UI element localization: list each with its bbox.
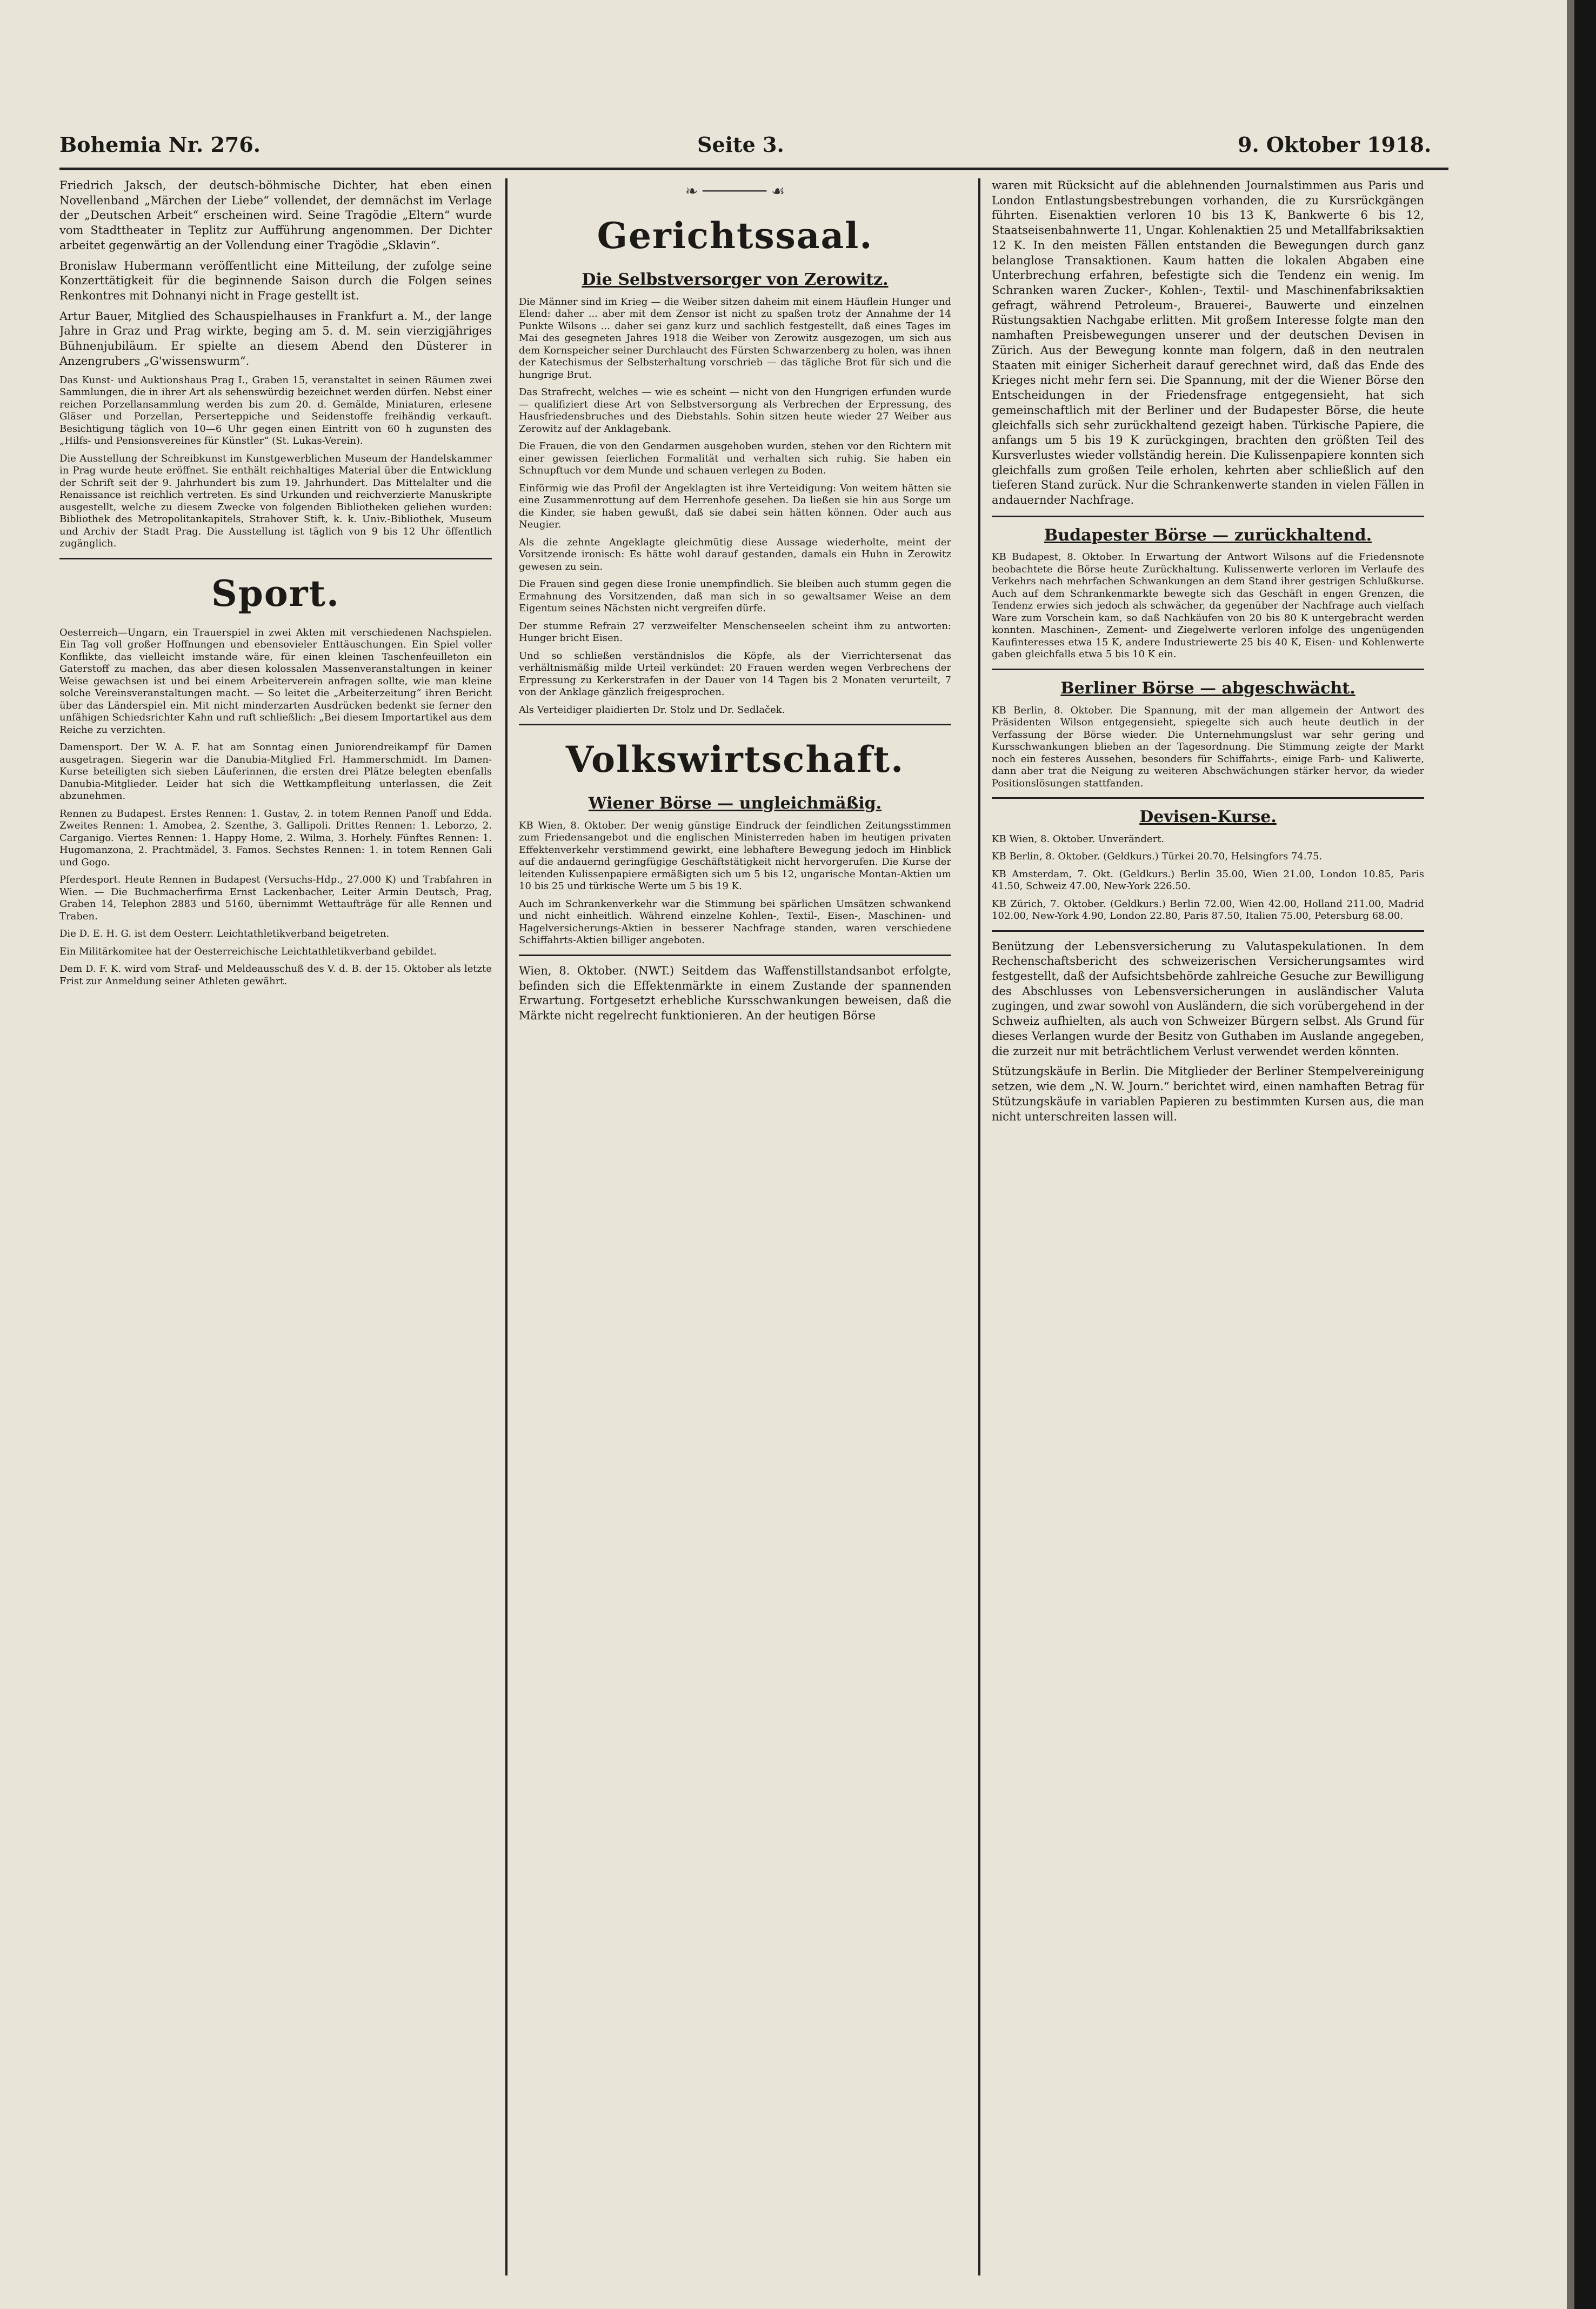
article-rule (992, 516, 1424, 517)
paragraph: Als die zehnte Angeklagte gleichmütig diese Aussage wiederholte, meint der Vorsitzende ironisch: Es hätte wohl darauf gestanden, damals ein Huhn in Zerowitz gewesen zu sein. (519, 536, 951, 572)
paragraph: Benützung der Lebensversicherung zu Valutaspekulationen. In dem Rechenschaftsbericht des schweizerischen Versicherungsamtes wird festgestellt, daß der Aufsichtsbehörde zahlreiche Gesuche zur Bewilligung des Abschlusses von Lebensversicherungen in ausländischer Valuta zugingen, und zwar sowohl von Ausländern, die sich vorübergehend in der Schweiz aufhielten, als auch von Schweizer Bürgern selbst. Als Grund für dieses Verlangen wurde der Besitz von Guthaben im Auslande angegeben, die zurzeit nur mit beträchtlichem Verlust verwendet werden könnten. (992, 939, 1424, 1058)
header-issue: Bohemia Nr. 276. (59, 132, 261, 157)
paragraph: Der stumme Refrain 27 verzweifelter Menschenseelen scheint ihm zu antworten: Hunger bricht Eisen. (519, 620, 951, 644)
paragraph: KB Zürich, 7. Oktober. (Geldkurs.) Berlin 72.00, Wien 42.00, Holland 211.00, Madrid 102.00, New-York 4.90, London 22.80, Paris 87.50, Italien 75.00, Petersburg 68.00. (992, 898, 1424, 922)
paragraph: Das Kunst- und Auktionshaus Prag I., Graben 15, veranstaltet in seinen Räumen zwei Sammlungen, die in ihrer Art als sehenswürdig bezeichnet werden dürfen. Nebst einer reichen Porzellansammlung werden bis zum 20. d. Gemälde, Miniaturen, erlesene Gläser und Porzellan, Perserteppiche und Seidenstoffe freihändig verkauft. Besichtigung täglich von 10—6 Uhr gegen einen Eintritt von 60 h zugunsten des „Hilfs- und Pensionsvereines für Künstler“ (St. Lukas-Verein). (59, 374, 492, 447)
column-divider-1 (505, 178, 507, 2275)
paragraph: KB Berlin, 8. Oktober. Die Spannung, mit der man allgemein der Antwort des Präsidenten Wilson entgegensieht, spiegelte sich auch heute deutlich in der Verfassung der Börse wieder. Die Unternehmungslust war sehr gering und Kursschwankungen blieben an der Tagesordnung. Die Stimmung zeigte der Markt noch ein festeres Aussehen, besonders für Schiffahrts-, einige Farb- und Kaliwerte, dann aber trat die Neigung zu weiteren Abschwächungen stärker hervor, da wieder Positionslösungen stattfanden. (992, 704, 1424, 789)
column-1 (59, 178, 492, 2275)
paragraph: Ein Militärkomitee hat der Oesterreichische Leichtathletikverband gebildet. (59, 945, 437, 957)
article-headline: Wiener Börse — ungleichmäßig. (588, 794, 882, 813)
paragraph: Oesterreich—Ungarn, ein Trauerspiel in zwei Akten mit verschiedenen Nachspielen. Ein Tag voll großer Hoffnungen und ebensovieler Enttäuschungen. Ein Spiel voller Konflikte, das vielleicht imstande wäre, für einen kleinen Taschenfeuilleton ein Gaterstoff zu machen, das aber diesen kolossalen Massenveranstaltungen in keiner Weise gewachsen ist und bei einem Arbeiterverein anfragen sollte, wie man kleine solche Vereinsveranstaltungen macht. — So leitet die „Arbeiterzeitung“ ihren Bericht über das Länderspiel ein. Mit nicht minderzarten Ausdrücken bedenkt sie ferner den unfähigen Schiedsrichter Kahn und ruft schließlich: „Bei diesem Importartikel aus dem Reiche zu verzichten. (59, 626, 492, 736)
scan-edge-shadow (1567, 0, 1574, 2309)
header-page-number: Seite 3. (697, 132, 784, 157)
paragraph: Artur Bauer, Mitglied des Schauspielhauses in Frankfurt a. M., der lange Jahre in Graz und Prag wirkte, beging am 5. d. M. sein vierzigjähriges Bühnenjubiläum. Er spielte an diesem Abend den Düsterer in Anzengrubers „G'wissenswurm“. (59, 309, 492, 368)
paragraph: Pferdesport. Heute Rennen in Budapest (Versuchs-Hdp., 27.000 K) und Trabfahren in Wien. — Die Buchmacherfirma Ernst Lackenbacher, Leiter Armin Deutsch, Prag, Graben 14, Telephon 2883 und 5160, übernimmt Wettaufträge für alle Rennen und Traben. (59, 874, 492, 922)
article-headline: Die Selbstversorger von Zerowitz. (582, 270, 889, 290)
header-date: 9. Oktober 1918. (1238, 132, 1432, 157)
article-rule (519, 955, 951, 956)
paragraph: KB Wien, 8. Oktober. Der wenig günstige Eindruck der feindlichen Zeitungsstimmen zum Friedensangebot und die englischen Ministerreden haben im heutigen privaten Effektenverkehr verstimmend gewirkt, eine lebhaftere Bewegung jedoch im Hinblick auf die andauernd geringfügige Geschäftstätigkeit nicht hervorgerufen. Die Kurse der leitenden Kulissenpapiere ermäßigten sich um 5 bis 12, ungarische Montan-Aktien um 10 bis 25 und türkische Werte um 5 bis 19 K. (519, 819, 951, 892)
article-rule (992, 930, 1424, 932)
paragraph: Stützungskäufe in Berlin. Die Mitglieder der Berliner Stempelvereinigung setzen, wie dem „N. W. Journ.“ berichtet wird, einen namhaften Betrag für Stützungskäufe in variablen Papieren zu bestimmten Kursen aus, die man nicht unterschreiten lassen will. (992, 1065, 1424, 1123)
column-2 (519, 178, 951, 2275)
page-header (59, 132, 1443, 165)
paragraph: Rennen zu Budapest. Erstes Rennen: 1. Gustav, 2. in totem Rennen Panoff und Edda. Zweites Rennen: 1. Amobea, 2. Szenthe, 3. Gallipoli. Drittes Rennen: 1. Leborzo, 2. Carganigo. Viertes Rennen: 1. Happy Home, 2. Wilma, 3. Horhely. Fünftes Rennen: 1. Hugomanzona, 2. Prachtmädel, 3. Famos. Sechstes Rennen: 1. in totem Rennen Gali und Gogo. (59, 808, 492, 868)
paragraph: Das Strafrecht, welches — wie es scheint — nicht von den Hungrigen erfunden wurde — qualifiziert diese Art von Selbstversorgung als Verbrechen der Erpressung, des Hausfriedensbruches und des Diebstahls. Sohin sitzen heute wieder 27 Weiber aus Zerowitz auf der Anklagebank. (519, 386, 951, 435)
column-divider-2 (978, 178, 980, 2275)
paragraph: Dem D. F. K. wird vom Straf- und Meldeausschuß des V. d. B. der 15. Oktober als letzte Frist zur Anmeldung seiner Athleten gewährt. (59, 963, 492, 987)
header-rule (59, 168, 1448, 170)
paragraph: KB Berlin, 8. Oktober. (Geldkurs.) Türkei 20.70, Helsingfors 74.75. (992, 851, 1323, 863)
article-rule (992, 797, 1424, 799)
paragraph: Damensport. Der W. A. F. hat am Sonntag einen Juniorendreikampf für Damen ausgetragen. Siegerin war die Danubia-Mitglied Frl. Hammerschmidt. Im Damen-Kurse beteiligten sich sieben Läuferinnen, die ersten drei Plätze belegten ebenfalls Danubia-Mitglieder. Leider hat sich die Wettkampfleitung unterlassen, die Zeit abzunehmen. (59, 742, 492, 802)
article-headline: Devisen-Kurse. (1139, 808, 1277, 826)
paragraph: Und so schließen verständnislos die Köpfe, als der Vierrichtersenat das verhältnismäßig milde Urteil verkündet: 20 Frauen werden wegen Verbrechens der Erpressung zu Kerkerstrafen in der Dauer von 14 Tagen bis 2 Monaten verurteilt, 7 von der Anklage gänzlich freigesprochen. (519, 650, 951, 698)
paragraph: Die Ausstellung der Schreibkunst im Kunstgewerblichen Museum der Handelskammer in Prag wurde heute eröffnet. Sie enthält reichhaltiges Material über die Entwicklung der Schrift seit der 9. Jahrhundert bis zum 19. Jahrhundert. Das Mittelalter und die Renaissance ist reichlich vertreten. Es sind Urkunden und reichverzierte Manuskripte ausgestellt, welche zu diesem Zwecke von folgenden Bibliotheken geliehen wurden: Bibliothek des Metropolitankapitels, Strahover Stift, k. k. Univ.-Bibliothek, Museum und Archiv der Stadt Prag. Die Ausstellung ist täglich von 9 bis 12 Uhr öffentlich zugänglich. (59, 452, 492, 550)
article-headline: Budapester Börse — zurückhaltend. (1044, 525, 1372, 545)
section-title-economy: Volkswirtschaft. (565, 738, 905, 781)
article-headline: Berliner Börse — abgeschwächt. (1060, 678, 1355, 698)
paragraph: Die Frauen, die von den Gendarmen ausgehoben wurden, stehen vor den Richtern mit einer gewissen feierlichen Formalität und verhalten sich ruhig. Sie haben ein Schnupftuch vor dem Munde und schauen verlegen zu Boden. (519, 441, 951, 477)
column-3 (992, 178, 1424, 2275)
scan-edge-border (1574, 0, 1596, 2309)
paragraph: Als Verteidiger plaidierten Dr. Stolz und Dr. Sedlaček. (519, 704, 785, 716)
section-title-court: Gerichtssaal. (597, 214, 873, 257)
paragraph: KB Budapest, 8. Oktober. In Erwartung der Antwort Wilsons auf die Friedensnote beobachtete die Börse heute Zurückhaltung. Kulissenwerte verloren im Verlaufe des Verkehrs nach mehrfachen Schwankungen an dem Stand ihrer gestrigen Schlußkurse. Auch auf dem Schrankenmarkte bewegte sich das Geschäft in engen Grenzen, die Tendenz erwies sich jedoch als schwächer, da gegenüber der Nachfrage auch vielfach Ware zum Vorschein kam, so daß Nachkäufen von 20 bis 80 K untergebracht werden konnten. Maschinen-, Zement- und Ziegelwerte verloren infolge des ungenügenden Kaufinteresses etwa 15 K, andere Industriewerte 25 bis 40 K, Eisen- und Kohlenwerte gaben gleichfalls etwa 5 bis 10 K ein. (992, 551, 1424, 660)
section-title-sport: Sport. (211, 572, 340, 615)
paragraph: KB Amsterdam, 7. Okt. (Geldkurs.) Berlin 35.00, Wien 21.00, London 10.85, Paris 41.50, Schweiz 47.00, New-York 226.50. (992, 868, 1424, 892)
section-rule (59, 558, 492, 559)
section-rule (519, 724, 951, 725)
paragraph: Bronislaw Hubermann veröffentlicht eine Mitteilung, der zufolge seine Konzerttätigkeit für die beginnende Saison durch die Folgen seines Renkontres mit Dohnanyi nicht in Frage gestellt ist. (59, 259, 492, 303)
paragraph: Die Männer sind im Krieg — die Weiber sitzen daheim mit einem Häuflein Hunger und Elend: daher ... aber mit dem Zensor ist nicht zu spaßen trotz der Annahme der 14 Punkte Wilsons ... daher sei ganz kurz und sachlich festgestellt, daß eines Tages im Mai des gesegneten Jahres 1918 die Weiber von Zerowitz ausgezogen, um sich aus dem Kornspeicher seiner Durchlaucht des Fürsten Schwarzenberg zu holen, was ihnen der Katechismus der Selbsterhaltung vorschrieb — das tägliche Brot für sich und die hungrige Brut. (519, 296, 951, 381)
paragraph: KB Wien, 8. Oktober. Unverändert. (992, 833, 1165, 845)
article-rule (992, 669, 1424, 670)
paragraph: Friedrich Jaksch, der deutsch-böhmische Dichter, hat eben einen Novellenband „Märchen der Liebe“ vollendet, der demnächst im Verlage der „Deutschen Arbeit“ erscheinen wird. Seine Tragödie „Eltern“ wurde vom Stadttheater in Teplitz zur Aufführung angenommen. Der Dichter arbeitet gegenwärtig an der Vollendung einer Tragödie „Sklavin“. (59, 179, 492, 252)
paragraph: Auch im Schrankenverkehr war die Stimmung bei spärlichen Umsätzen schwankend und nicht einheitlich. Während einzelne Kohlen-, Textil-, Eisen-, Maschinen- und Hagelversicherungs-Aktien in besserer Nachfrage standen, waren verschiedene Schiffahrts-Aktien billiger angeboten. (519, 898, 951, 946)
paragraph: Wien, 8. Oktober. (NWT.) Seitdem das Waffenstillstandsanbot erfolgte, befinden sich die Effektenmärkte in einem Zustande der spannenden Erwartung. Fortgesetzt erhebliche Kursschwankungen beweisen, daß die Märkte nicht regelrecht funktionieren. An der heutigen Börse (519, 964, 951, 1023)
paragraph: waren mit Rücksicht auf die ablehnenden Journalstimmen aus Paris und London Entlastungsbestrebungen vorhanden, die zu Kursrückgängen führten. Eisenaktien verloren 10 bis 13 K, Bankwerte 6 bis 12, Staatseisenbahnwerte 11, Ungar. Kohlenaktien 25 und Metallfabriksaktien 12 K. In den meisten Fällen entstanden die Bewegungen durch ganz belanglose Transaktionen. Kaum hatten die lokalen Abgaben eine Unterbrechung erfahren, befestigte sich die Tendenz ein wenig. Im Schranken waren Zucker-, Kohlen-, Textil- und Maschinenfabriksaktien gefragt, während Petroleum-, Brauerei-, Bauwerte und einzelnen Rüstungsaktien Nachgabe erlitten. Mit großem Interesse folgte man den namhaften Preisbewegungen unserer und der deutschen Devisen in Zürich. Aus der Bewegung konnte man folgern, daß in den neutralen Staaten mit einiger Sicherheit darauf gerechnet wird, daß das Ende des Krieges nicht mehr fern sei. Die Spannung, mit der die Wiener Börse den Entscheidungen in der Friedensfrage entgegensieht, hat sich gemeinschaftlich mit der Berliner und der Budapester Börse, die heute gleichfalls sich sehr zurückhaltend gezeigt haben. Türkische Papiere, die anfangs um 5 bis 19 K zurückgingen, brachten den größten Teil des Kursverlustes wieder vollständig herein. Die Kulissenpapiere konnten sich gleichfalls zum großen Teile erholen, kehrten aber schließlich auf den tieferen Stand zurück. Nur die Schrankenwerte standen in vielen Fällen in andauernder Nachfrage. (992, 179, 1424, 507)
paragraph: Einförmig wie das Profil der Angeklagten ist ihre Verteidigung: Von weitem hätten sie eine Zusammenrottung auf dem Herrenhofe gesehen. Da ließen sie hin aus Sorge um die Kinder, sie haben gewußt, daß sie dabei sein hätten können. Oder auch aus Neugier. (519, 482, 951, 531)
paragraph: Die Frauen sind gegen diese Ironie unempfindlich. Sie bleiben auch stumm gegen die Ermahnung des Vorsitzenden, daß man sich in so gewaltsamer Weise an dem Eigentum seines Nächsten nicht vergreifen dürfe. (519, 578, 951, 615)
ornament-icon: ❧ ─────── ☙ (685, 182, 785, 200)
paragraph: Die D. E. H. G. ist dem Oesterr. Leichtathletikverband beigetreten. (59, 928, 390, 940)
